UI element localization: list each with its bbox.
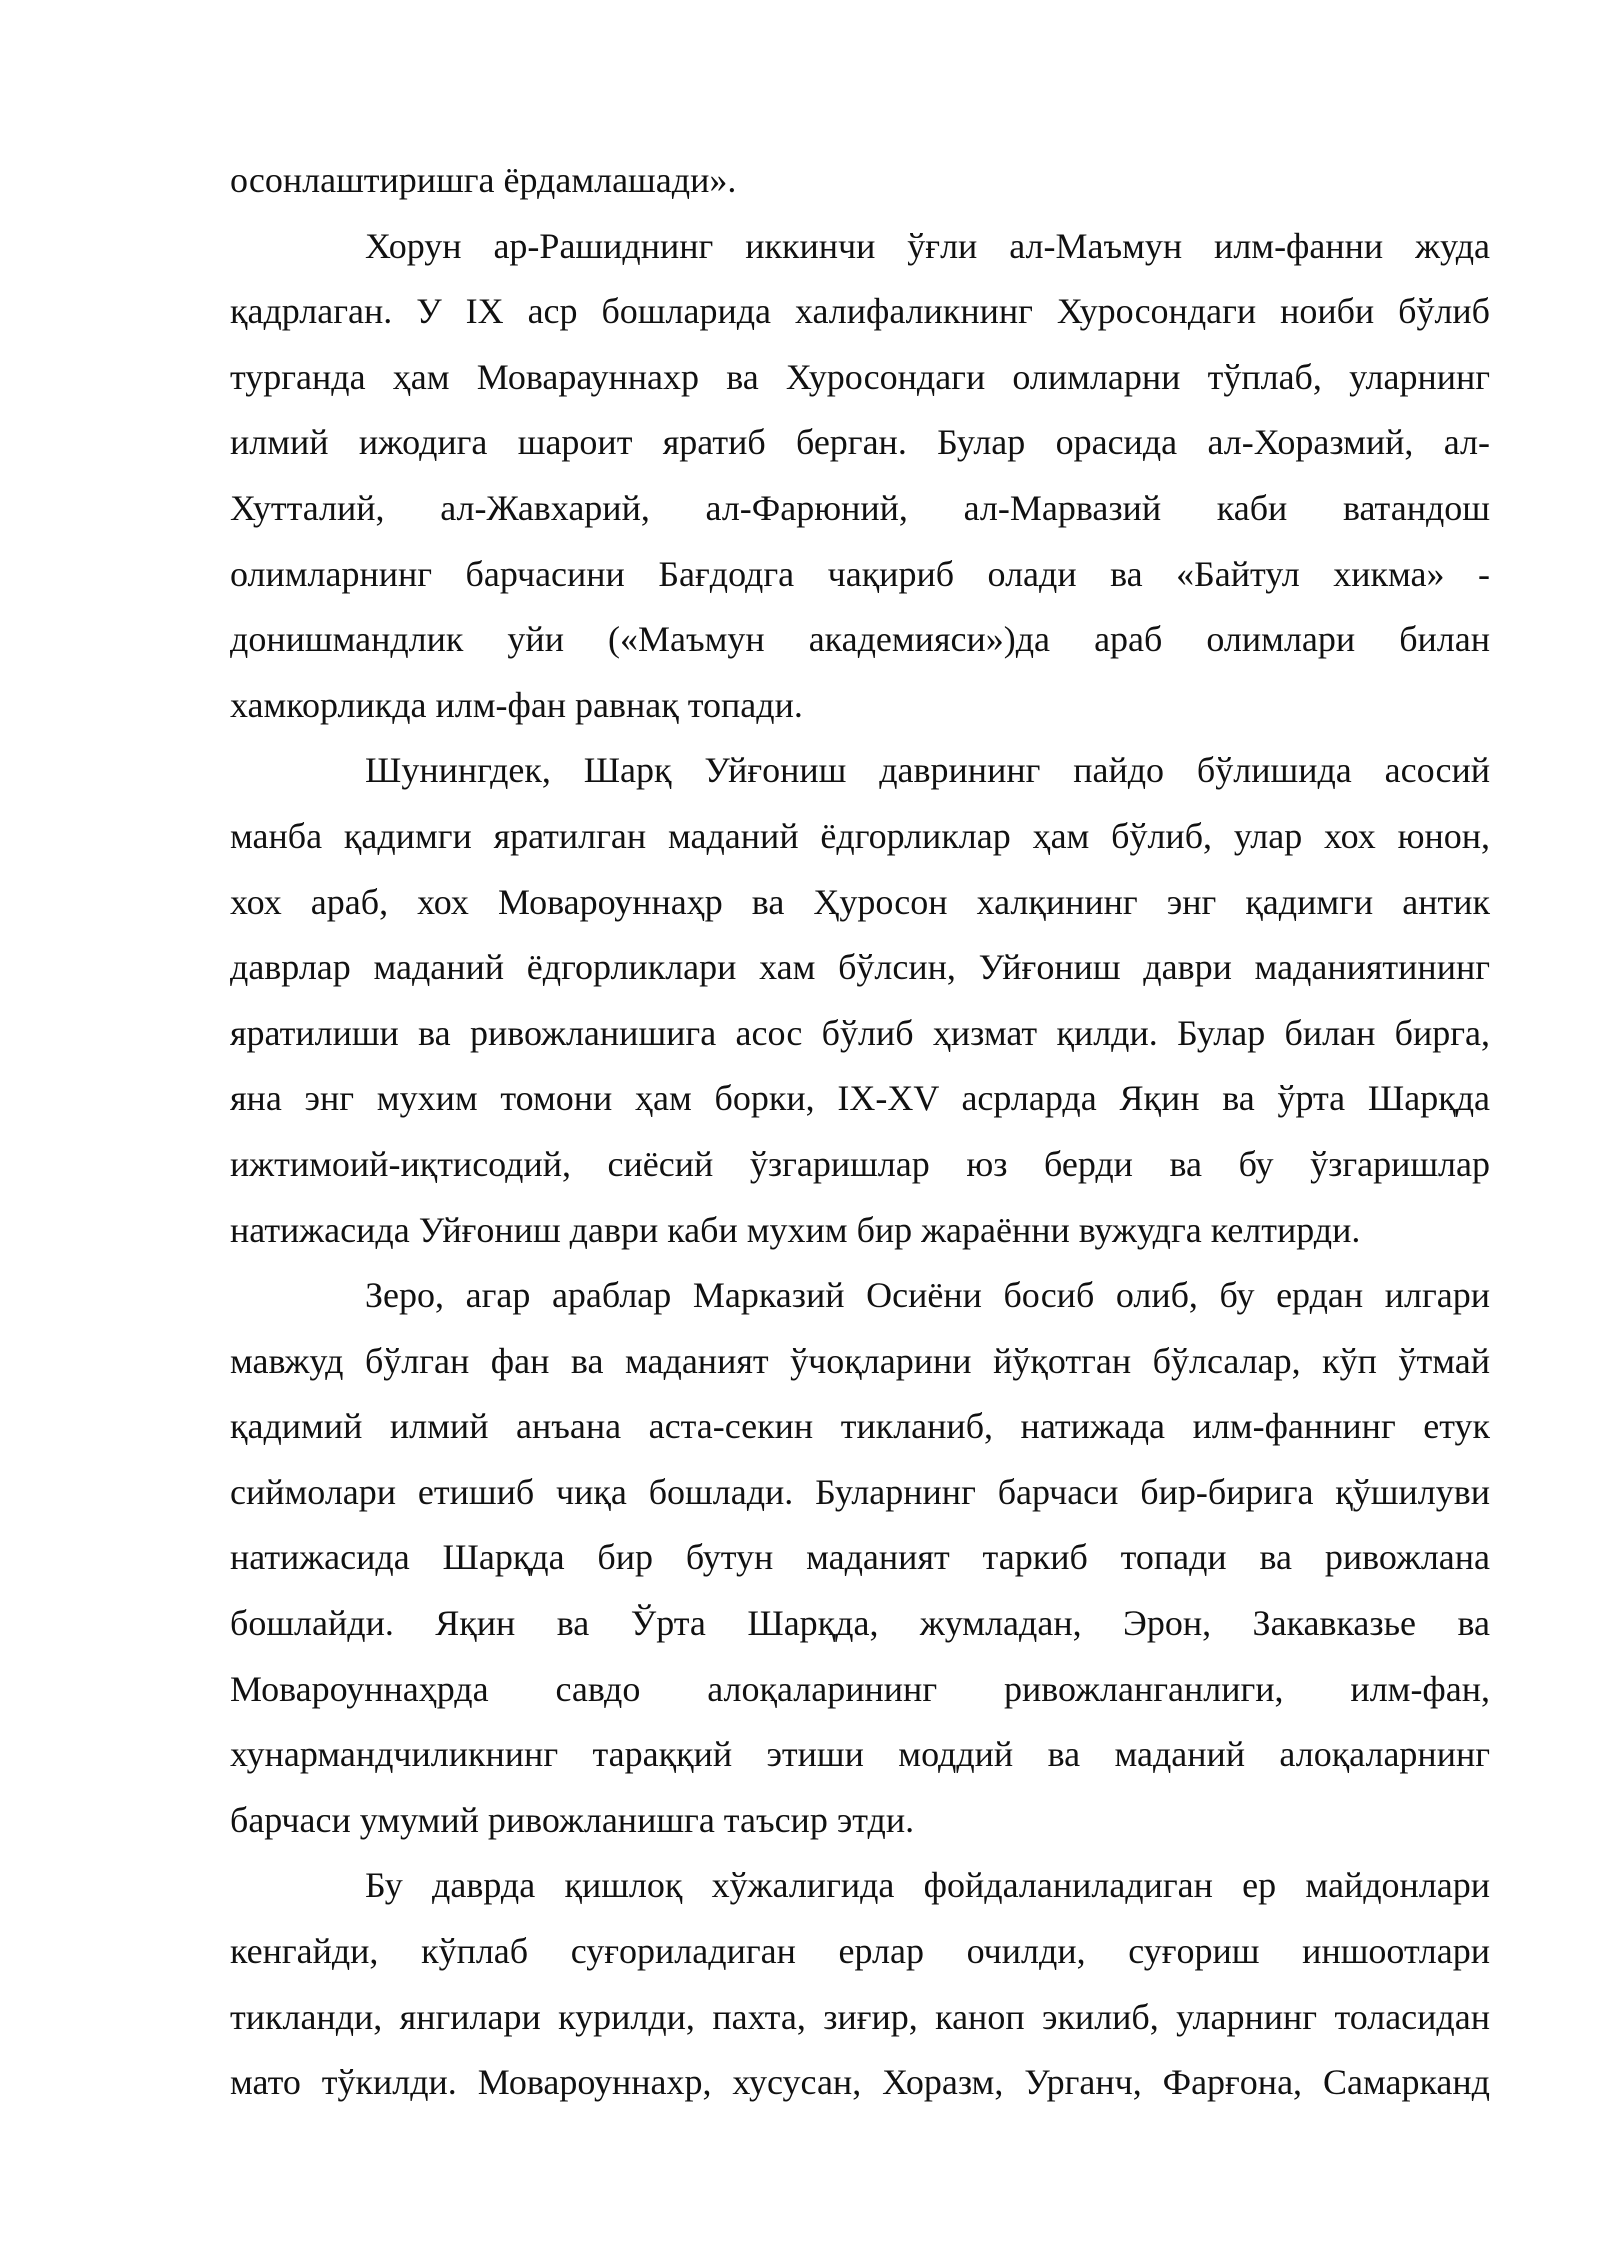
text-line: Хутталий, ал-Жавхарий, ал-Фарюний, ал-Марвазий каби ватандош [230,487,1490,528]
text-line: хамкорликда илм-фан равнақ топади. [230,684,803,725]
text-line: тикланди, янгилари курилди, пахта, зиғир, каноп экилиб, уларнинг толасидан [230,1996,1490,2037]
paragraph-first-line: Шунингдек, Шарқ Уйғониш даврининг пайдо бўлишида асосий [365,750,1490,791]
text-line: осонлаштиришга ёрдамлашади». [230,160,737,200]
paragraph-first-line: Бу даврда қишлоқ хўжалигида фойдаланиладиган ер майдонлари [365,1865,1490,1906]
text-line: донишмандлик уйи («Маъмун академияси»)да араб олимлари билан [230,619,1490,660]
text-line: қадимий илмий анъана аста-секин тикланиб, натижада илм-фаннинг етук [230,1406,1490,1447]
text-line: мавжуд бўлган фан ва маданият ўчоқларини йўқотган бўлсалар, кўп ўтмай [230,1340,1490,1381]
text-line: манба қадимги яратилган маданий ёдгорликлар ҳам бўлиб, улар хох юнон, [230,815,1490,856]
text-line: Мовароуннаҳрда савдо алоқаларининг ривожланганлиги, илм-фан, [230,1668,1490,1709]
document-body [230,148,1490,2116]
paragraph-first-line: Зеро, агар араблар Марказий Осиёни босиб олиб, бу ердан илгари [365,1275,1490,1316]
text-line: турганда ҳам Моварауннахр ва Хуросондаги олимларни тўплаб, уларнинг [230,356,1490,397]
text-line: мато тўкилди. Мовароуннахр, хусусан, Хоразм, Урганч, Фарғона, Самарканд [230,2062,1490,2103]
text-line: бошлайди. Яқин ва Ўрта Шарқда, жумладан, Эрон, Закавказье ва [230,1603,1490,1644]
text-line: илмий ижодига шароит яратиб берган. Булар орасида ал-Хоразмий, ал- [230,422,1490,463]
text-line: барчаси умумий ривожланишга таъсир этди. [230,1799,915,1840]
text-line: хунармандчиликнинг тараққий этиши моддий ва маданий алоқаларнинг [230,1734,1490,1775]
text-line: сиймолари етишиб чиқа бошлади. Буларнинг барчаси бир-бирига қўшилуви [230,1471,1490,1512]
text-line: ижтимоий-иқтисодий, сиёсий ўзгаришлар юз берди ва бу ўзгаришлар [230,1143,1490,1184]
text-line: яна энг мухим томони ҳам борки, IX-XV асрларда Яқин ва ўрта Шарқда [230,1078,1490,1119]
text-line: даврлар маданий ёдгорликлари хам бўлсин, Уйғониш даври маданиятининг [230,947,1490,988]
text-line: яратилиши ва ривожланишига асос бўлиб ҳизмат қилди. Булар билан бирга, [230,1012,1490,1053]
text-line: натижасида Шарқда бир бутун маданият таркиб топади ва ривожлана [230,1537,1490,1578]
text-line: қадрлаган. У IX аср бошларида халифаликнинг Хуросондаги ноиби бўлиб [230,291,1490,332]
text-line: хох араб, хох Мовароуннаҳр ва Ҳуросон халқининг энг қадимги антик [230,881,1490,922]
text-line: натижасида Уйғониш даври каби мухим бир жараённи вужудга келтирди. [230,1209,1361,1250]
paragraph-first-line: Хорун ар-Рашиднинг иккинчи ўғли ал-Маъмун илм-фанни жуда [365,225,1490,266]
text-line: олимларнинг барчасини Бағдодга чақириб олади ва «Байтул хикма» - [230,553,1490,594]
text-line: кенгайди, кўплаб суғориладиган ерлар очилди, суғориш иншоотлари [230,1931,1490,1972]
